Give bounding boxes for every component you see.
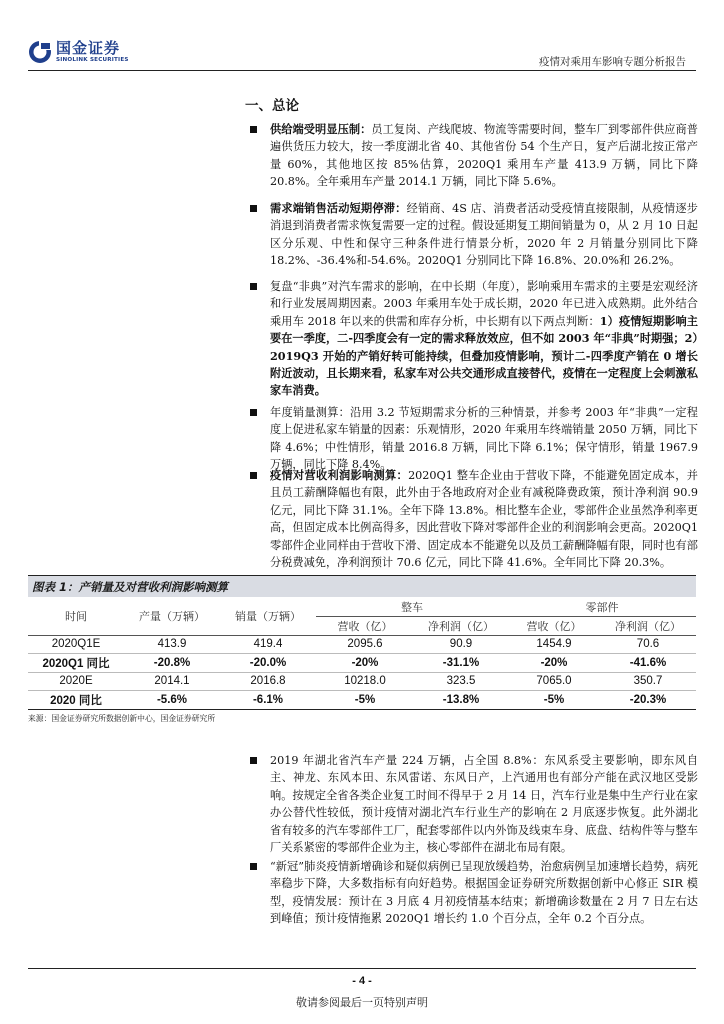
- bullet-square-icon: [250, 205, 257, 212]
- footer-divider: [28, 968, 696, 969]
- table-cell: -41.6%: [600, 654, 696, 673]
- bullet-text: 经销商、4S 店、消费者活动受疫情直接限制，从疫情逐步消退到消费者需求恢复需要一定的过程。假设延期复工期间销量为 0，从 2 月 10 日起区分乐观、中性和保守三种条件进行情景分析，2020 年 2 月销量分别同比下降 18.2%、-36.4%和-54.6%。2020Q1 分别同比下降 16.8%、20.0%和 26.2%。: [270, 202, 698, 268]
- figure-title: 图表 1：产销量及对营收利润影响测算: [32, 580, 229, 594]
- report-title: 疫情对乘用车影响专题分析报告: [539, 56, 686, 68]
- table-cell: 2020E: [28, 672, 124, 691]
- table-cell: 419.4: [253, 638, 283, 651]
- bullet-profit-impact: [250, 467, 698, 571]
- table-cell: -5.6%: [124, 691, 220, 710]
- table-cell: 70.6: [636, 638, 660, 651]
- col-header-sales: 销量（万辆）: [220, 598, 316, 635]
- data-table: [28, 598, 696, 710]
- footer-disclaimer: 敬请参阅最后一页特别声明: [296, 996, 428, 1009]
- table-cell: 2016.8: [220, 672, 316, 691]
- table-cell: 413.9: [157, 638, 187, 651]
- col-header-parts-profit: 净利润（亿）: [600, 617, 696, 636]
- table-row: [28, 635, 696, 654]
- logo-name-cn: 国金证券: [56, 39, 121, 57]
- bullet-square-icon: [250, 126, 257, 133]
- table-cell: -13.8%: [414, 691, 508, 710]
- table-cell: 2020 同比: [28, 691, 124, 710]
- table-cell: -20.0%: [220, 654, 316, 673]
- group-header-parts: 零部件: [508, 598, 696, 617]
- bullet-square-icon: [250, 472, 257, 479]
- group-header-vehicle: 整车: [316, 598, 508, 617]
- company-logo: [28, 40, 129, 64]
- bullet-square-icon: [250, 863, 257, 870]
- table-cell: -5%: [508, 691, 600, 710]
- bullet-text: 员工复岗、产线爬坡、物流等需要时间，整车厂到零部件供应商普遍供货压力较大，按一季度湖北省 40、其他省份 54 个生产日，复产后湖北按正常产量 60%，其他地区按 85%估算，2020Q1 乘用车产量 413.9 万辆，同比下降 20.8%。全年乘用车产量 2014.1 万辆，同比下降 5.6%。: [270, 123, 698, 189]
- table-cell: 2020Q1E: [51, 638, 101, 651]
- bullet-lead: 需求端销售活动短期停滞：: [270, 201, 407, 215]
- bullet-bold-text: 1）疫情短期影响主要在一季度，二-四季度会有一定的需求释放效应，但不如 2003 年“非典”时期强；2）2019Q3 开始的产销好转可能持续，但叠加疫情影响，预计二-四季度产销在 0 增长附近波动，且长期来看，私家车对公共交通形成直接替代，疫情在一定程度上会刺激私家车消费。: [270, 313, 698, 398]
- bullet-square-icon: [250, 283, 257, 290]
- table-cell: -20.8%: [124, 654, 220, 673]
- bullet-epidemic-trend: [250, 858, 698, 928]
- table-row: [28, 654, 696, 673]
- logo-mark-icon: [28, 40, 52, 64]
- table-cell: 350.7: [600, 672, 696, 691]
- header-divider: [28, 70, 696, 71]
- bullet-text: 2019 年湖北省汽车产量 224 万辆，占全国 8.8%：东风系受主要影响，即东风自主、神龙、东风本田、东风雷诺、东风日产，上汽通用也有部分产能在武汉地区受影响。按规定全省各类企业复工时间不得早于 2 月 14 日，汽车行业是集中生产行业在家办公替代性较低，预计疫情对湖北汽车行业生产的影响在 2 月底逐步恢复。此外湖北省有较多的汽车零部件工厂，配套零部件以内外饰及线束车身、底盘、结构件等与整车厂关系紧密的零部件企业为主，核心零部件在湖北布局有限。: [270, 754, 698, 855]
- bullet-square-icon: [250, 757, 257, 764]
- table-cell: 2095.6: [347, 638, 383, 651]
- bullet-lead: 疫情对营收利润影响测算：: [270, 468, 409, 482]
- table-cell: 2020Q1 同比: [28, 654, 124, 673]
- logo-name-en: SINOLINK SECURITIES: [56, 57, 129, 63]
- table-row: [28, 691, 696, 710]
- table-cell: -20.3%: [600, 691, 696, 710]
- bullet-demand: [250, 200, 698, 270]
- table-cell: 90.9: [449, 638, 473, 651]
- bullet-lead: 供给端受明显压制：: [270, 122, 372, 136]
- col-header-time: 时间: [28, 598, 124, 635]
- col-header-vehicle-revenue: 营收（亿）: [316, 617, 414, 636]
- page-number: - 4 -: [352, 975, 372, 987]
- col-header-parts-revenue: 营收（亿）: [508, 617, 600, 636]
- table-cell: -20%: [316, 654, 414, 673]
- bullet-sars-review: [250, 278, 698, 400]
- bullet-supply: [250, 121, 698, 191]
- table-cell: -20%: [508, 654, 600, 673]
- table-cell: 323.5: [414, 672, 508, 691]
- table-cell: -31.1%: [414, 654, 508, 673]
- bullet-text: 年度销量测算：沿用 3.2 节短期需求分析的三种情景，并参考 2003 年“非典”一定程度上促进私家车销量的因素：乐观情形，2020 年乘用车终端销量 2050 万辆，同比下降 4.6%；中性情形，销量 2016.8 万辆，同比下降 6.1%；保守情形，销量 1967.9 万辆，同比下降 8.4%。: [270, 406, 698, 472]
- section-title: 一、总论: [245, 98, 299, 114]
- table-cell: 1454.9: [536, 638, 572, 651]
- table-cell: 10218.0: [316, 672, 414, 691]
- table-cell: -6.1%: [220, 691, 316, 710]
- table-cell: 2014.1: [124, 672, 220, 691]
- table-cell: 7065.0: [508, 672, 600, 691]
- col-header-vehicle-profit: 净利润（亿）: [414, 617, 508, 636]
- bullet-text: 复盘“非典”对汽车需求的影响，在中长期（年度），影响乘用车需求的主要是宏观经济和行业发展周期因素。2003 年乘用车处于成长期，2020 年已进入成熟期。此外结合乘用车 2018 年以来的供需和库存分析，中长期有以下两点判断：: [270, 280, 698, 328]
- bullet-annual-sales: [250, 404, 698, 474]
- bullet-text: “新冠”肺炎疫情新增确诊和疑似病例已呈现放缓趋势，治愈病例呈加速增长趋势，病死率稳步下降，大多数指标有向好趋势。根据国金证券研究所数据创新中心修正 SIR 模型，疫情发展：预计在 3 月底 4 月初疫情基本结束；新增确诊数量在 2 月 7 日左右达到峰值；预计疫情拖累 2020Q1 增长约 1.0 个百分点，全年 0.2 个百分点。: [270, 860, 698, 926]
- table-row: [28, 672, 696, 691]
- figure-source: 来源：国金证券研究所数据创新中心，国金证券研究所: [28, 714, 216, 723]
- table-cell: -5%: [316, 691, 414, 710]
- bullet-hubei: [250, 752, 698, 856]
- bullet-square-icon: [250, 409, 257, 416]
- figure-title-bar: [28, 575, 696, 597]
- col-header-production: 产量（万辆）: [124, 598, 220, 635]
- bullet-text: 2020Q1 整车企业由于营收下降，不能避免固定成本，并且员工薪酬降幅也有限，此外由于各地政府对企业有减税降费政策，预计净利润 90.9 亿元，同比下降 31.1%。全年下降 13.8%。相比整车企业，零部件企业虽然净利率更高，但固定成本比例高得多，因此营收下降对零部件企业的利润影响会更高。2020Q1 零部件企业同样由于营收下滑、固定成本不能避免以及员工薪酬降幅有限，同时也有部分税费减免，净利润预计 70.6 亿元，同比下降 41.6%。全年同比下降 20.3%。: [270, 469, 698, 570]
